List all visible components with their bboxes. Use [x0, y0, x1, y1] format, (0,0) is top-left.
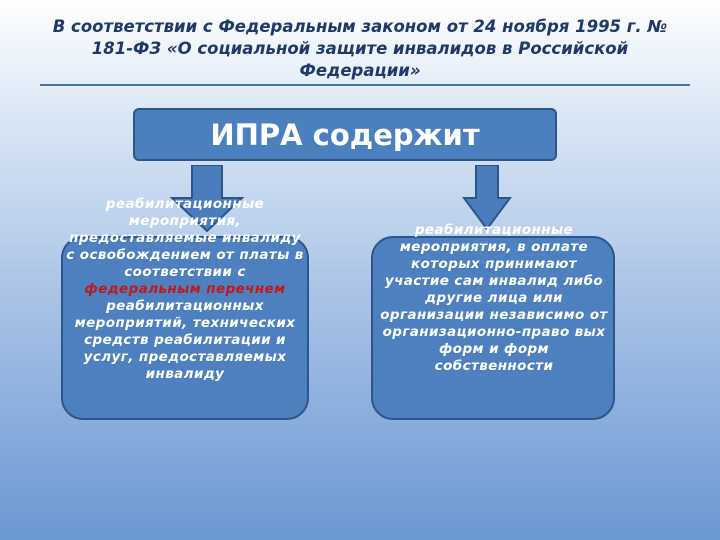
left-text-before: реабилитационные мероприятия, предоставляемые инвалиду с освобождением от платы в соответствии с — [66, 196, 304, 280]
ipra-header-box — [133, 108, 557, 161]
title-divider — [40, 84, 690, 86]
left-text-after: реабилитационных мероприятий, технических средств реабилитации и услуг, предоставляемых инвалиду — [74, 298, 296, 382]
federal-list-highlight: федеральным перечнем — [84, 281, 286, 297]
ipra-header-label: ИПРА содержит — [210, 117, 480, 152]
left-panel-text — [66, 196, 304, 383]
right-panel-text: реабилитационные мероприятия, в оплате которых принимают участие сам инвалид либо другие лица или организации независимо от организационно-право вых форм и форм собственности — [380, 222, 608, 374]
slide-title: В соответствии с Федеральным законом от 24 ноября 1995 г. № 181-ФЗ «О социальной защите инвалидов в Российской Федерации» — [52, 17, 668, 80]
